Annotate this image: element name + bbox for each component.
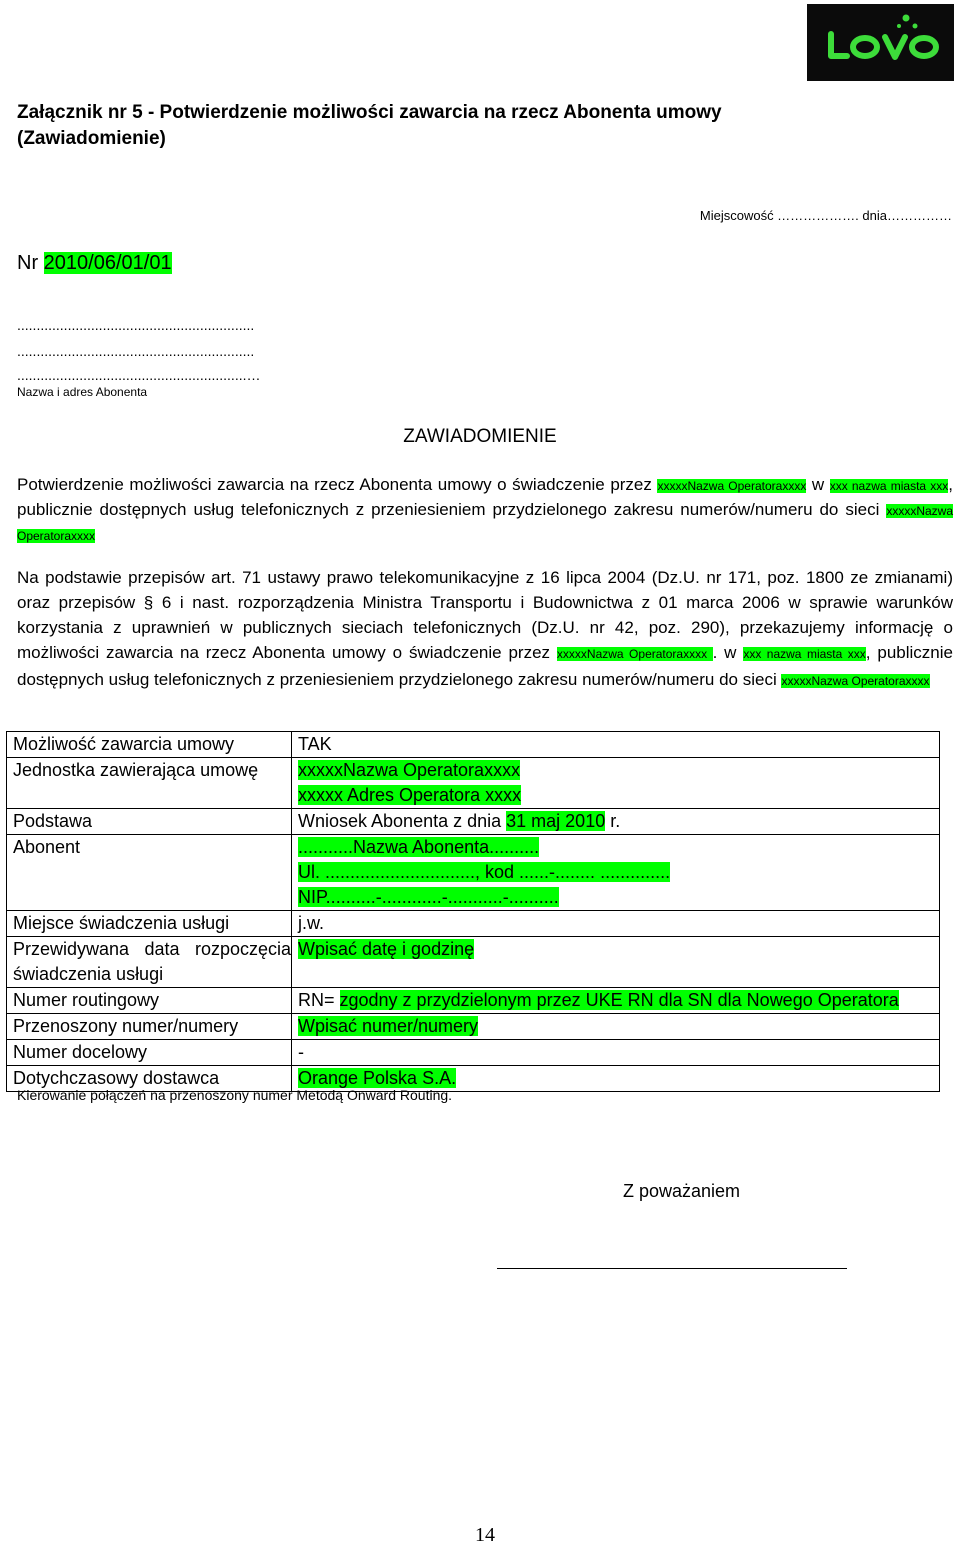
value-line bbox=[298, 860, 939, 885]
table-row bbox=[7, 1040, 940, 1066]
row-label: Miejsce świadczenia usługi bbox=[7, 911, 292, 937]
value-text: r. bbox=[605, 811, 621, 831]
signature-line bbox=[497, 1268, 847, 1269]
operator-name: xxxxxNazwa Operatoraxxxx bbox=[298, 760, 521, 780]
value-text: TAK bbox=[298, 734, 332, 754]
info-table bbox=[6, 731, 940, 1092]
subscriber-line-1: ............................................................. bbox=[17, 317, 255, 333]
table-row bbox=[7, 937, 940, 988]
row-value bbox=[292, 1040, 940, 1066]
value-text: j.w. bbox=[298, 913, 325, 933]
place-date: Miejscowość ………………. dnia…………… bbox=[699, 208, 952, 223]
p1-text-3: , publicznie dostępnych usług telefonicznych z przeniesieniem przydzielonego zakresu numerów/numeru do sieci bbox=[17, 475, 953, 519]
table-row bbox=[7, 809, 940, 835]
table-row bbox=[7, 911, 940, 937]
row-label: Przewidywana data rozpoczęcia świadczenia usługi bbox=[7, 937, 292, 988]
p2-operator-1: xxxxxNazwa Operatoraxxxx bbox=[556, 647, 713, 661]
p1-operator-1: xxxxxNazwa Operatoraxxxx bbox=[657, 479, 807, 493]
table-row bbox=[7, 732, 940, 758]
row-label: Numer routingowy bbox=[7, 988, 292, 1014]
value-line bbox=[298, 783, 939, 808]
row-label: Jednostka zawierająca umowę bbox=[7, 758, 292, 809]
value-line bbox=[298, 885, 939, 910]
table-row bbox=[7, 758, 940, 809]
row-label: Podstawa bbox=[7, 809, 292, 835]
row-label: Możliwość zawarcia umowy bbox=[7, 732, 292, 758]
value-text: RN= bbox=[298, 990, 340, 1010]
closing-regards: Z poważaniem bbox=[623, 1181, 741, 1201]
row-value bbox=[292, 835, 940, 911]
company-logo bbox=[807, 4, 954, 81]
number-value: 2010/06/01/01 bbox=[43, 252, 172, 274]
request-date: 31 maj 2010 bbox=[506, 811, 606, 831]
subscriber-caption: Nazwa i adres Abonenta bbox=[17, 385, 148, 399]
previous-provider: Orange Polska S.A. bbox=[298, 1068, 457, 1088]
page-number: 14 bbox=[475, 1524, 495, 1546]
row-label: Dotychczasowy dostawca bbox=[7, 1066, 292, 1092]
row-value bbox=[292, 1014, 940, 1040]
notice-heading: ZAWIADOMIENIE bbox=[403, 426, 557, 447]
row-label: Numer docelowy bbox=[7, 1040, 292, 1066]
p2-operator-2: xxxxxNazwa Operatoraxxxx bbox=[781, 674, 930, 688]
document-title: Załącznik nr 5 - Potwierdzenie możliwości zawarcia na rzecz Abonenta umowy (Zawiadomienie) bbox=[17, 102, 722, 149]
routing-number: zgodny z przydzielonym przez UKE RN dla SN dla Nowego Operatora bbox=[339, 990, 899, 1010]
document-number bbox=[17, 250, 172, 276]
p2-text-1: Na podstawie przepisów art. 71 ustawy prawo telekomunikacyjne z 16 lipca 2004 (Dz.U. nr 171, poz. 1800 ze zmianami) oraz przepisów § 6 i nast. rozporządzenia Ministra Transportu i Budownictwa z 01 marca 2006 w sprawie warunków korzystania z uprawnień w publicznych sieciach telefonicznych (Dz.U. nr 42, poz. 290), przekazujemy informację o możliwości zawarcia na rzecz Abonenta umowy o świadczenie przez bbox=[17, 568, 953, 662]
notice-paragraph-2 bbox=[17, 565, 953, 694]
ported-numbers: Wpisać numer/numery bbox=[298, 1016, 479, 1036]
p1-text-2: w bbox=[806, 475, 830, 494]
value-line bbox=[298, 758, 939, 783]
row-value bbox=[292, 988, 940, 1014]
table-row bbox=[7, 1014, 940, 1040]
p2-text-2: . w bbox=[712, 643, 744, 662]
start-date-placeholder: Wpisać datę i godzinę bbox=[298, 939, 475, 959]
subscriber-line-2: ............................................................. bbox=[17, 343, 255, 359]
p1-city: xxx nazwa miasta xxx bbox=[829, 479, 949, 493]
subscriber-name: ...........Nazwa Abonenta.......... bbox=[298, 837, 540, 857]
value-line bbox=[298, 835, 939, 860]
row-label: Abonent bbox=[7, 835, 292, 911]
value-text: - bbox=[298, 1042, 304, 1062]
p1-operator-2: xxxxxNazwa Operatoraxxxx bbox=[17, 504, 953, 543]
routing-note: Kierowanie połączeń na przenoszony numer Metodą Onward Routing. bbox=[17, 1087, 453, 1103]
p2-text-3: , publicznie dostępnych usług telefonicznych z przeniesieniem przydzielonego zakresu numerów/numeru do sieci bbox=[17, 643, 953, 689]
table-row bbox=[7, 988, 940, 1014]
p2-city: xxx nazwa miasta xxx bbox=[743, 647, 866, 661]
row-value bbox=[292, 937, 940, 988]
value-text: Wniosek Abonenta z dnia bbox=[298, 811, 507, 831]
subscriber-address: Ul. .............................., kod ......-........ .............. bbox=[298, 862, 671, 882]
row-value bbox=[292, 758, 940, 809]
number-prefix: Nr bbox=[17, 252, 44, 274]
operator-address: xxxxx Adres Operatora xxxx bbox=[298, 785, 522, 805]
notice-paragraph-1 bbox=[17, 473, 953, 548]
row-value bbox=[292, 911, 940, 937]
subscriber-nip: NIP..........-............-...........-.......... bbox=[298, 887, 559, 907]
row-label: Przenoszony numer/numery bbox=[7, 1014, 292, 1040]
subscriber-line-3: ...........................................................… bbox=[17, 367, 261, 383]
p1-text-1: Potwierdzenie możliwości zawarcia na rzecz Abonenta umowy o świadczenie przez bbox=[17, 475, 658, 494]
row-value bbox=[292, 732, 940, 758]
row-value bbox=[292, 809, 940, 835]
table-row bbox=[7, 835, 940, 911]
